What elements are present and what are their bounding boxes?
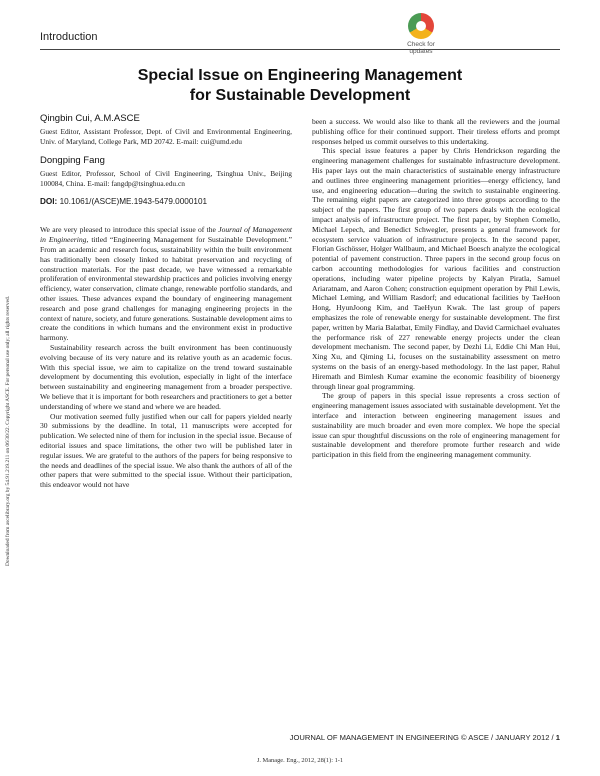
title-line1: Special Issue on Engineering Management bbox=[137, 67, 463, 84]
journal-footer bbox=[220, 733, 560, 742]
right-column bbox=[312, 117, 560, 460]
page-number: 1 bbox=[555, 733, 560, 742]
paragraph-3: Our motivation seemed fully justified when our call for papers yielded nearly 30 submissions by the deadline. In total, 11 manuscripts were accepted for publication. We selected nine of them for inclusion in the special issue. Because of editorial issues and space limitations, the other two will be published later in regular issues. We are grateful to the authors of the papers for being responsive to the needs and deadlines of the special issue. We also thank the authors of all of the other papers that were submitted to the special issue. Without their participation, this endeavor would not have bbox=[40, 411, 292, 490]
paragraph-1 bbox=[40, 225, 292, 343]
author-affiliation-1: Guest Editor, Assistant Professor, Dept. of Civil and Environmental Engineering, Univ. of Maryland, College Park, MD 20742. E-mail: cui@umd.edu bbox=[40, 127, 292, 146]
left-column bbox=[40, 113, 292, 490]
badge-line2: updates bbox=[409, 48, 433, 55]
title-line2: for Sustainable Development bbox=[189, 87, 411, 104]
section-label: Introduction bbox=[40, 31, 98, 43]
journal-name: Journal of Management in Engineering bbox=[40, 225, 292, 245]
journal-footer-text: JOURNAL OF MANAGEMENT IN ENGINEERING © ASCE / JANUARY 2012 / bbox=[289, 733, 556, 742]
doi-label: DOI: bbox=[40, 197, 58, 207]
citation-footer: J. Manage. Eng., 2012, 28(1): 1-1 bbox=[256, 757, 344, 764]
paragraph-3-continued: been a success. We would also like to thank all the reviewers and the journal publishing office for their continued support. Their tireless efforts and prompt responses helped us commit ourselves to this undertaking. bbox=[312, 117, 560, 146]
author-affiliation-2: Guest Editor, Professor, School of Civil Engineering, Tsinghua Univ., Beijing 100084, China. E-mail: fangdp@tsinghua.edu.cn bbox=[40, 169, 292, 188]
check-for-updates-badge[interactable] bbox=[403, 13, 439, 69]
doi-line bbox=[40, 197, 292, 207]
paragraph-4: This special issue features a paper by Chris Hendrickson regarding the engineering management challenges for sustainable infrastructure development. His paper lays out the main characteristics of sustainable energy infrastructure and outlines three engineering management priorities—energy efficiency, land use, and engineering education—during the switch to sustainable engineering. The remaining eight papers are categorized into three groups according to the subject of the papers. The first group of two papers deals with the ecological impact analysis of infrastructure project. The first paper, by Stephen Comello, Michael Lepech, and Benedict Schwegler, presents a general framework for ecosystem service valuation of infrastructure projects. In the second paper, Florian Gschösser, Holger Wallbaum, and Michael Boesch analyze the ecological potential of pavement construction. Three papers in the second group focus on carbon accounting methodologies for various facilities and construction operations, including water pipeline projects by Kalyan Piratla, Samuel Ariaratnam, and Aaron Cohen; construction equipment operation by Phil Lewis, Michael Leming, and William Rasdorf; and educational facilities by TaeHoon Hong, HyunJoong Kim, and TaeHyun Kwak. The last group of papers emphasizes the role of renewable energy for sustainable development. The first paper, written by Maria Balatbat, Emily Findlay, and David Carmichael evaluates the performance risk of 227 renewable energy projects under the clean development mechanism. The second paper, by Dezhi Li, Eddie Chi Man Hui, Xing Xu, and Qiming Li, focuses on the sustainability assessment on metro systems on the basis of an energy-based methodology. In the last paper, Rahul Hiremath and Bimlesh Kumar examine the economic feasibility of bioenergy through linear goal programming. bbox=[312, 146, 560, 391]
doi-link[interactable]: 10.1061/(ASCE)ME.1943-5479.0000101 bbox=[59, 197, 208, 207]
badge-line1: Check for bbox=[407, 41, 435, 48]
crossmark-icon bbox=[408, 13, 434, 39]
author-name-2: Dongping Fang bbox=[40, 155, 105, 167]
article-title bbox=[40, 66, 560, 106]
paragraph-1-pre: We are very pleased to introduce this special issue of the bbox=[40, 225, 219, 235]
paragraph-5: The group of papers in this special issue represents a cross section of engineering management issues associated with sustainable development. Yet the interface and interaction between engineering management issues and sustainability are much broader and even more complex. We hope the special issue can spur thoughtful discussions on the role of engineering management for sustainable development and therefore promote further research and wide participation in this field from the engineering management community. bbox=[312, 391, 560, 460]
download-notice: Downloaded from ascelibrary.org by 54.91.219.211 on 06/30/22. Copyright ASCE. For personal use only; all rights reserved. bbox=[5, 295, 11, 566]
author-name-1: Qingbin Cui, A.M.ASCE bbox=[40, 113, 140, 124]
header-rule bbox=[40, 49, 560, 50]
badge-text bbox=[403, 41, 439, 55]
paragraph-1-post: , titled “Engineering Management for Sustainable Development.” From an academic and research focus, sustainability within the built environment has traditionally been closely linked to habitat preservation and recycling of construction materials. For the past decade, we have witnessed a remarkable proliferation of environmental stewardship practices and policies involving energy efficiency, water conservation, climate change, renewable portfolio standards, and other issues. These advances expand the boundary of engineering management research and pose grand challenges for managing engineering projects in the context of nature, society, and future generations. Sustainable development aims to create the conditions in which humans and the environment exist in productive harmony. bbox=[40, 235, 293, 343]
paragraph-2: Sustainability research across the built environment has been continuously evolving because of its very nature and its relative youth as an academic focus. With this special issue, we aim to capitalize on the trend toward sustainable development by documenting this evolution, especially in light of the interface between sustainability and engineering management from a broader perspective. We believe that it is important for both researchers and practitioners to get a better understanding of where we stand and where we are headed. bbox=[40, 342, 292, 411]
